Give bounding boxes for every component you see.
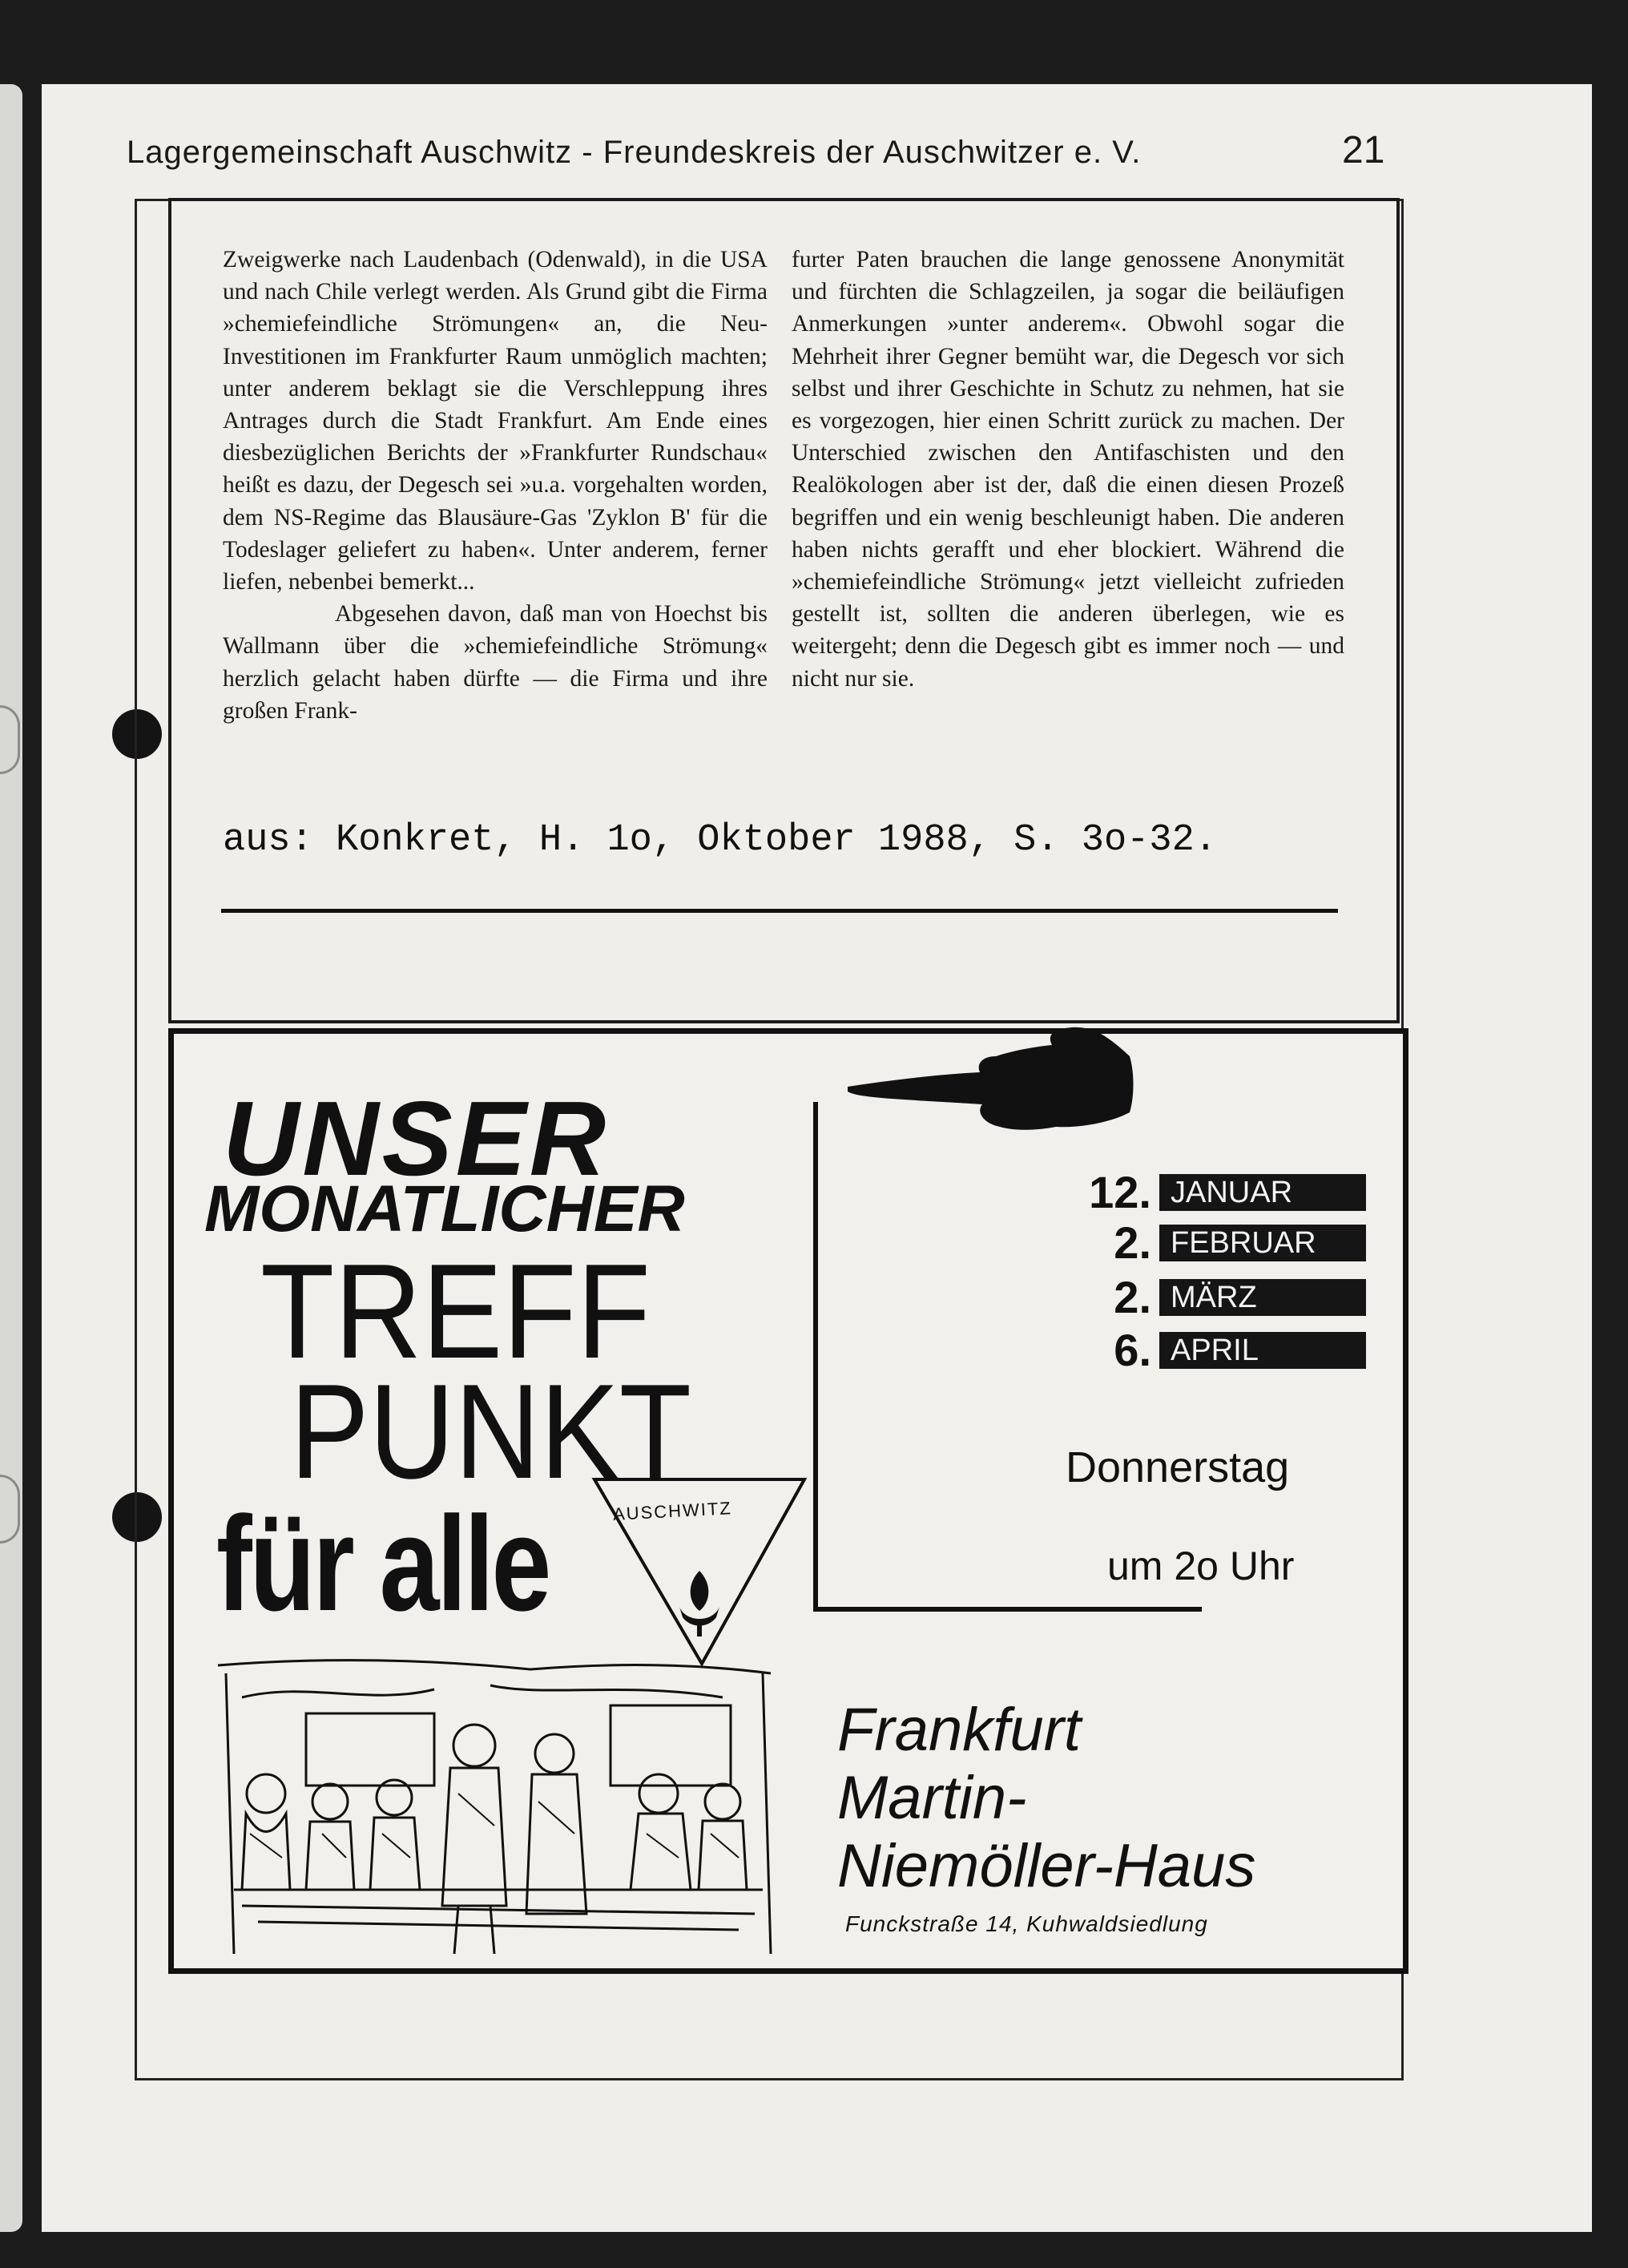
date-day: 2. — [1114, 1272, 1151, 1322]
ad-inner-divider — [813, 1102, 818, 1611]
ad-headline-line: TREFF — [260, 1236, 651, 1386]
venue-line: Martin- — [837, 1764, 1027, 1832]
venue-line: Niemöller-Haus — [837, 1832, 1256, 1900]
meeting-illustration-icon — [210, 1649, 784, 1957]
venue-line: Frankfurt — [837, 1696, 1082, 1764]
event-weekday: Donnerstag — [1066, 1443, 1290, 1491]
date-month: FEBRUAR — [1159, 1225, 1366, 1261]
article-paragraph: furter Paten brauchen die lange genossene Anonymität und fürchten die Schlagzeilen, ja sogar die beiläufigen Anmerkungen »unter anderem«. Obwohl sogar die Mehrheit ihrer Gegner bemüht war, die Degesch vor sich selbst und ihrer Geschichte in Schutz zu nehmen, hat sie es vorgezogen, hier einen Schritt zurück zu machen. Der Unterschied zwischen den Antifaschisten und den Realökologen aber ist der, daß die einen diesen Prozeß begriffen und ein wenig beschleunigt haben. Die anderen haben nichts gerafft und eher blockiert. Während die »chemiefeindliche Strömung« jetzt vielleicht zufrieden gestellt ist, sollten die anderen überlegen, wie es weitergeht; denn die Degesch gibt es immer noch — und nicht nur sie. — [792, 247, 1344, 692]
date-month: MÄRZ — [1159, 1279, 1366, 1316]
article-paragraph: Zweigwerke nach Laudenbach (Odenwald), in die USA und nach Chile verlegt werden. Als Grund gibt die Firma »chemiefeindliche Strömungen« an, die Neu-Investitionen im Frankfurter Raum unmöglich machten; unter anderem beklagt sie die Verschleppung ihres Antrages durch die Stadt Frankfurt. Am Ende eines diesbezüglichen Berichts der »Frankfurter Rundschau« heißt es dazu, der Degesch sei »u.a. vorgehalten worden, dem NS-Regime das Blausäure-Gas 'Zyklon B' für die Todeslager geliefert zu haben«. Unter anderem, ferner liefen, nebenbei bemerkt... — [223, 247, 768, 595]
divider-rule — [221, 909, 1338, 913]
article-paragraph: Abgesehen davon, daß man von Hoechst bis Wallmann über die »chemiefeindliche Strömung« herzlich gelacht haben dürfte — die Firma und ihre großen Frank- — [223, 601, 768, 724]
ad-headline-line: MONATLICHER — [204, 1172, 685, 1245]
venue-address: Funckstraße 14, Kuhwaldsiedlung — [845, 1911, 1208, 1936]
article-column-right — [792, 244, 1344, 695]
date-month: APRIL — [1159, 1332, 1366, 1369]
binder-ring — [0, 1475, 20, 1544]
ad-headline-line: UNSER — [223, 1080, 610, 1197]
event-time: um 2o Uhr — [1107, 1544, 1295, 1588]
running-header: Lagergemeinschaft Auschwitz - Freundeskreis der Auschwitzer e. V. — [127, 135, 1142, 170]
date-day: 6. — [1114, 1325, 1151, 1375]
date-row — [1062, 1166, 1366, 1217]
date-row — [1062, 1271, 1366, 1322]
emblem-label: AUSCHWITZ — [612, 1498, 733, 1524]
source-citation: aus: Konkret, H. 1o, Oktober 1988, S. 3o-32. — [223, 819, 1218, 862]
date-month: JANUAR — [1159, 1174, 1366, 1211]
date-row — [1062, 1324, 1366, 1375]
ad-headline-line: PUNKT — [290, 1356, 692, 1507]
adjacent-page-edge — [0, 84, 22, 2232]
date-day: 12. — [1089, 1167, 1151, 1217]
ad-headline-line: für alle — [216, 1488, 550, 1639]
page-number: 21 — [1342, 129, 1385, 172]
article-column-left — [223, 244, 768, 727]
binder-ring — [0, 705, 20, 774]
date-row — [1062, 1217, 1366, 1268]
ad-inner-divider — [813, 1607, 1202, 1612]
date-day: 2. — [1114, 1217, 1151, 1268]
pointing-hand-icon — [840, 1024, 1136, 1144]
